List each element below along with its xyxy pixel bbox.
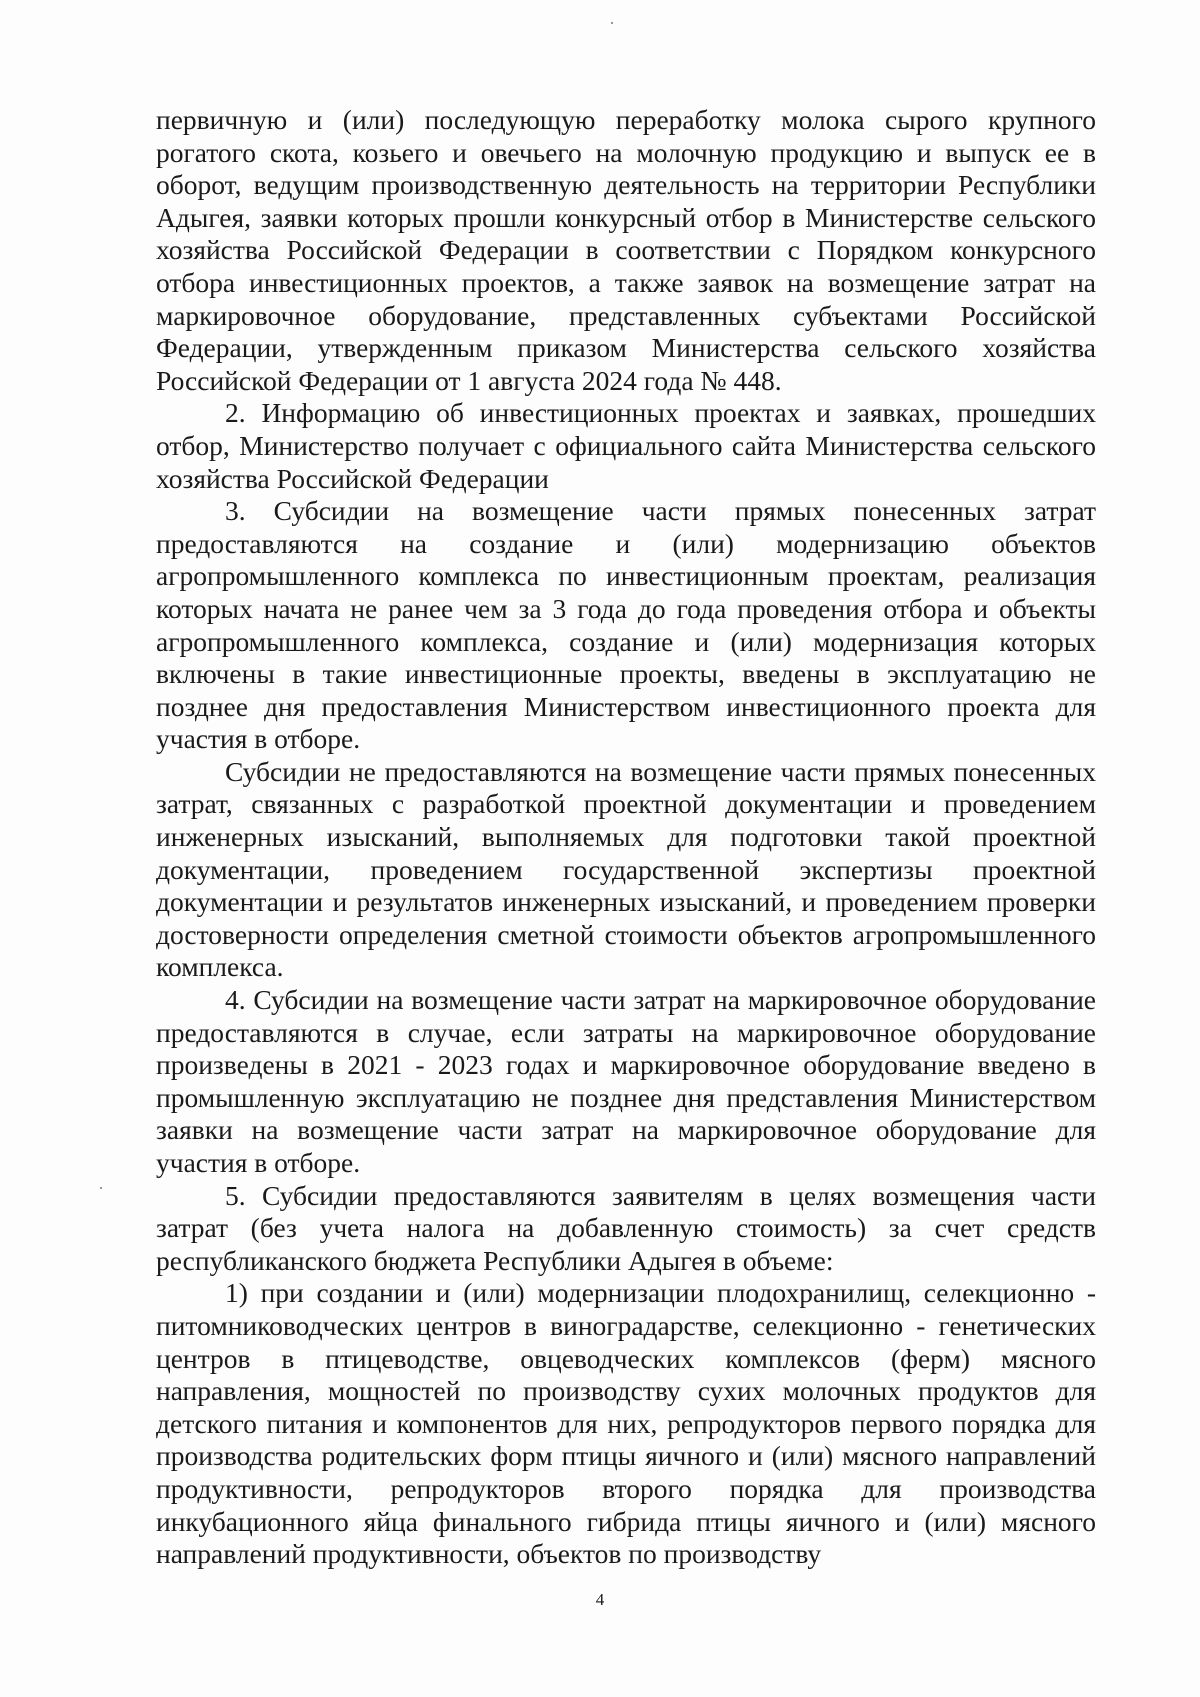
paragraph-subitem-1: 1) при создании и (или) модернизации плодохранилищ, селекционно - питомниководческих центров в виноградарстве, селекционно - генетических центров в птицеводстве, овцеводческих комплексов (ферм) мясного направления, мощностей по производству сухих молочных продуктов для детского питания и компонентов для них, репродукторов первого порядка для производства родительских форм птицы яичного и (или) мясного направлений продуктивности, репродукторов второго порядка для производства инкубационного яйца финального гибрида птицы яичного и (или) мясного направлений продуктивности, объектов по производству xyxy=(156,1277,1096,1570)
scan-speck xyxy=(100,1187,102,1189)
paragraph-item-3: 3. Субсидии на возмещение части прямых понесенных затрат предоставляются на создание и (или) модернизацию объектов агропромышленного комплекса по инвестиционным проектам, реализация которых начата не ранее чем за 3 года до года проведения отбора и объекты агропромышленного комплекса, создание и (или) модернизация которых включены в такие инвестиционные проекты, введены в эксплуатацию не позднее дня предоставления Министерством инвестиционного проекта для участия в отборе. xyxy=(156,495,1096,755)
page-number: 4 xyxy=(595,1590,605,1609)
paragraph-continuation: первичную и (или) последующую переработку молока сырого крупного рогатого скота, козьего и овечьего на молочную продукцию и выпуск ее в оборот, ведущим производственную деятельность на территории Республики Адыгея, заявки которых прошли конкурсный отбор в Министерстве сельского хозяйства Российской Федерации в соответствии с Порядком конкурсного отбора инвестиционных проектов, а также заявок на возмещение затрат на маркировочное оборудование, представленных субъектами Российской Федерации, утвержденным приказом Министерства сельского хозяйства Российской Федерации от 1 августа 2024 года № 448. xyxy=(156,104,1096,396)
document-body xyxy=(156,104,1096,1571)
paragraph-item-5: 5. Субсидии предоставляются заявителям в целях возмещения части затрат (без учета налога на добавленную стоимость) за счет средств республиканского бюджета Республики Адыгея в объеме: xyxy=(156,1179,1096,1276)
paragraph-item-2: 2. Информацию об инвестиционных проектах и заявках, прошедших отбор, Министерство получает с официального сайта Министерства сельского хозяйства Российской Федерации xyxy=(156,397,1096,494)
paragraph-exclusions: Субсидии не предоставляются на возмещение части прямых понесенных затрат, связанных с разработкой проектной документации и проведением инженерных изысканий, выполняемых для подготовки такой проектной документации, проведением государственной экспертизы проектной документации и результатов инженерных изысканий, и проведением проверки достоверности определения сметной стоимости объектов агропромышленного комплекса. xyxy=(156,755,1096,983)
scan-speck xyxy=(611,22,613,24)
paragraph-item-4: 4. Субсидии на возмещение части затрат на маркировочное оборудование предоставляются в случае, если затраты на маркировочное оборудование произведены в 2021 - 2023 годах и маркировочное оборудование введено в промышленную эксплуатацию не позднее дня представления Министерством заявки на возмещение части затрат на маркировочное оборудование для участия в отборе. xyxy=(156,984,1096,1178)
